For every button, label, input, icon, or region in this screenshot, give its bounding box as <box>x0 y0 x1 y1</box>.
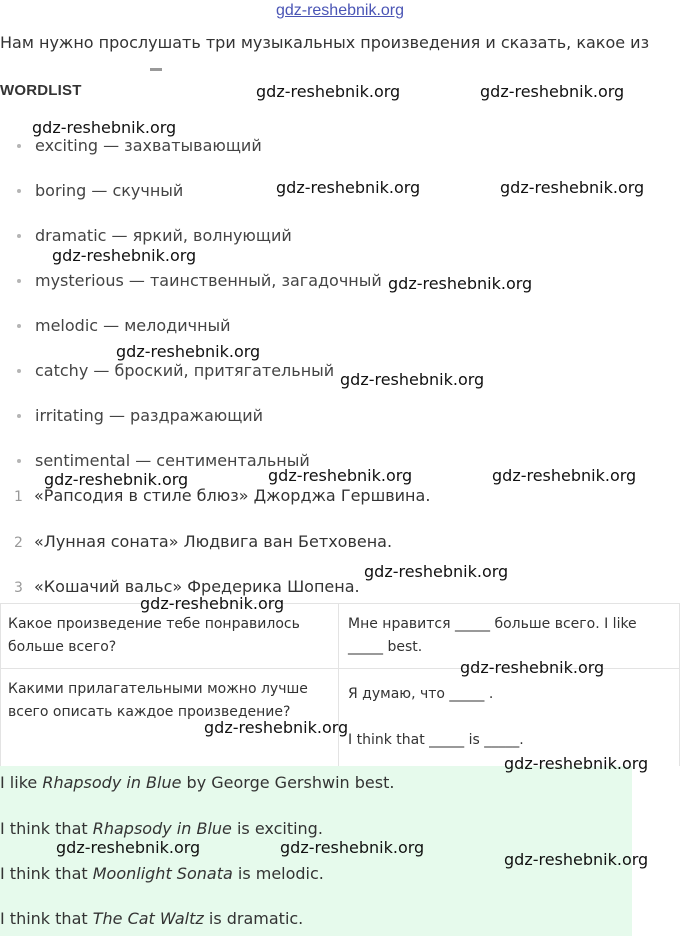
bullet-icon <box>17 459 21 463</box>
answer-template-cell: Мне нравится _____ больше всего. I like _____ best. <box>348 616 637 655</box>
answer-line: I think that Moonlight Sonata is melodic. <box>0 864 324 883</box>
list-item: sentimental — сентиментальный <box>17 451 310 470</box>
bullet-icon <box>17 144 21 148</box>
bullet-icon <box>17 414 21 418</box>
track-item: 1 «Рапсодия в стиле блюз» Джорджа Гершвина. <box>14 486 431 505</box>
bullet-icon <box>17 189 21 193</box>
watermark: gdz-reshebnik.org <box>268 466 413 485</box>
list-item: mysterious — таинственный, загадочный <box>17 271 382 290</box>
answer-template-cell: I think that _____ is _____. <box>348 732 524 748</box>
wordlist-title: WORDLIST <box>0 82 82 99</box>
watermark: gdz-reshebnik.org <box>492 466 637 485</box>
watermark: gdz-reshebnik.org <box>280 838 425 857</box>
watermark: gdz-reshebnik.org <box>504 850 649 869</box>
question-cell: Какое произведение тебе понравилось больше всего? <box>8 616 300 655</box>
answer-line: I think that The Cat Waltz is dramatic. <box>0 909 304 928</box>
watermark: gdz-reshebnik.org <box>340 370 485 389</box>
watermark: gdz-reshebnik.org <box>44 470 189 489</box>
watermark: gdz-reshebnik.org <box>116 342 261 361</box>
cut-off-text <box>150 68 162 71</box>
watermark: gdz-reshebnik.org <box>52 246 197 265</box>
answer-line: I like Rhapsody in Blue by George Gershwin best. <box>0 773 395 792</box>
list-item: boring — скучный <box>17 181 183 200</box>
list-item: catchy — броский, притягательный <box>17 361 334 380</box>
answer-line: I think that Rhapsody in Blue is exciting. <box>0 819 323 838</box>
track-item: 2 «Лунная соната» Людвига ван Бетховена. <box>14 532 393 551</box>
question-cell: Какими прилагательными можно лучше всего описать каждое произведение? <box>8 681 308 720</box>
question-table <box>0 603 680 766</box>
watermark: gdz-reshebnik.org <box>140 594 285 613</box>
watermark: gdz-reshebnik.org <box>500 178 645 197</box>
watermark: gdz-reshebnik.org <box>388 274 533 293</box>
list-item: irritating — раздражающий <box>17 406 263 425</box>
bullet-icon <box>17 324 21 328</box>
bullet-icon <box>17 369 21 373</box>
watermark: gdz-reshebnik.org <box>204 718 349 737</box>
watermark: gdz-reshebnik.org <box>504 754 649 773</box>
bullet-icon <box>17 234 21 238</box>
watermark: gdz-reshebnik.org <box>56 838 201 857</box>
watermark: gdz-reshebnik.org <box>256 82 401 101</box>
watermark: gdz-reshebnik.org <box>460 658 605 677</box>
answer-template-cell: Я думаю, что _____ . <box>348 686 494 702</box>
intro-text: Нам нужно прослушать три музыкальных произведения и сказать, какое из <box>0 33 650 52</box>
site-link[interactable]: gdz-reshebnik.org <box>275 2 405 19</box>
watermark: gdz-reshebnik.org <box>480 82 625 101</box>
list-item: dramatic — яркий, волнующий <box>17 226 292 245</box>
watermark: gdz-reshebnik.org <box>276 178 421 197</box>
watermark: gdz-reshebnik.org <box>364 562 509 581</box>
watermark: gdz-reshebnik.org <box>32 118 177 137</box>
track-item: 3 «Кошачий вальс» Фредерика Шопена. <box>14 577 360 596</box>
list-item: exciting — захватывающий <box>17 136 262 155</box>
list-item: melodic — мелодичный <box>17 316 231 335</box>
bullet-icon <box>17 279 21 283</box>
